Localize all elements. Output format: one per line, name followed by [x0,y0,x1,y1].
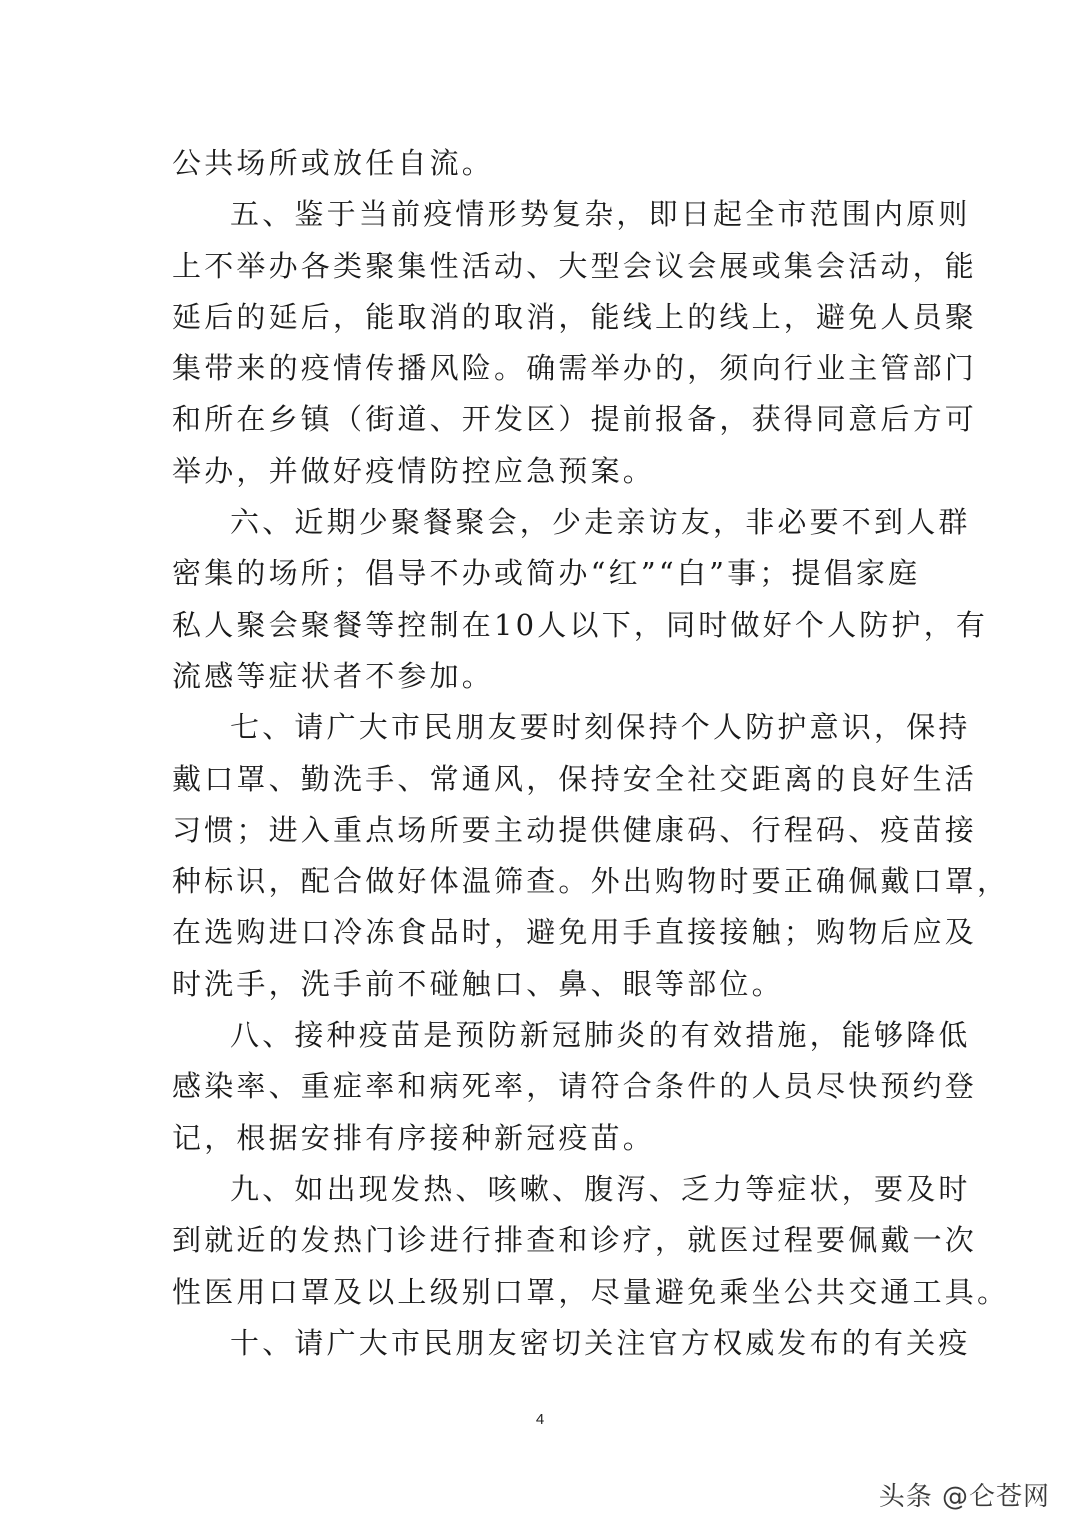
text-line: 公共场所或放任自流。 [172,146,495,180]
text-line: 集带来的疫情传播风险。确需举办的，须向行业主管部门 [172,351,978,386]
text-line: 七、请广大市民朋友要时刻保持个人防护意识，保持 [230,710,971,745]
text-line: 和所在乡镇（街道、开发区）提前报备，获得同意后方可 [172,402,978,437]
text-line: 在选购进口冷冻食品时，避免用手直接接触；购物后应及 [172,915,978,950]
text-line: 种标识，配合做好体温筛查。外出购物时要正确佩戴口罩， [172,864,1010,899]
text-line: 九、如出现发热、咳嗽、腹泻、乏力等症状，要及时 [230,1171,971,1206]
text-line: 记，根据安排有序接种新冠疫苗。 [172,1120,656,1155]
text-line: 十、请广大市民朋友密切关注官方权威发布的有关疫 [230,1325,971,1360]
text-line: 密集的场所；倡导不办或简办“红”“白”事；提倡家庭 [172,556,921,591]
text-line: 八、接种疫苗是预防新冠肺炎的有效措施，能够降低 [230,1018,971,1053]
text-line: 戴口罩、勤洗手、常通风，保持安全社交距离的良好生活 [172,761,978,796]
text-line: 五、鉴于当前疫情形势复杂，即日起全市范围内原则 [230,197,971,232]
text-line: 举办，并做好疫情防控应急预案。 [172,453,656,488]
text-line: 时洗手，洗手前不碰触口、鼻、眼等部位。 [172,966,784,1001]
page-number: 4 [535,1411,545,1428]
text-line: 到就近的发热门诊进行排查和诊疗，就医过程要佩戴一次 [172,1223,978,1258]
text-line: 六、近期少聚餐聚会，少走亲访友，非必要不到人群 [230,505,971,540]
text-line: 上不举办各类聚集性活动、大型会议会展或集会活动，能 [172,248,978,283]
document-body [172,138,1010,1369]
watermark: 头条 @仑苍网 [878,1482,1050,1512]
text-line: 延后的延后，能取消的取消，能线上的线上，避免人员聚 [172,299,978,334]
text-line: 流感等症状者不参加。 [172,658,495,693]
text-line: 感染率、重症率和病死率，请符合条件的人员尽快预约登 [172,1069,978,1104]
text-line: 习惯；进入重点场所要主动提供健康码、行程码、疫苗接 [172,812,978,847]
text-line: 私人聚会聚餐等控制在10人以下，同时做好个人防护，有 [172,607,989,642]
text-line: 性医用口罩及以上级别口罩，尽量避免乘坐公共交通工具。 [172,1274,1010,1309]
